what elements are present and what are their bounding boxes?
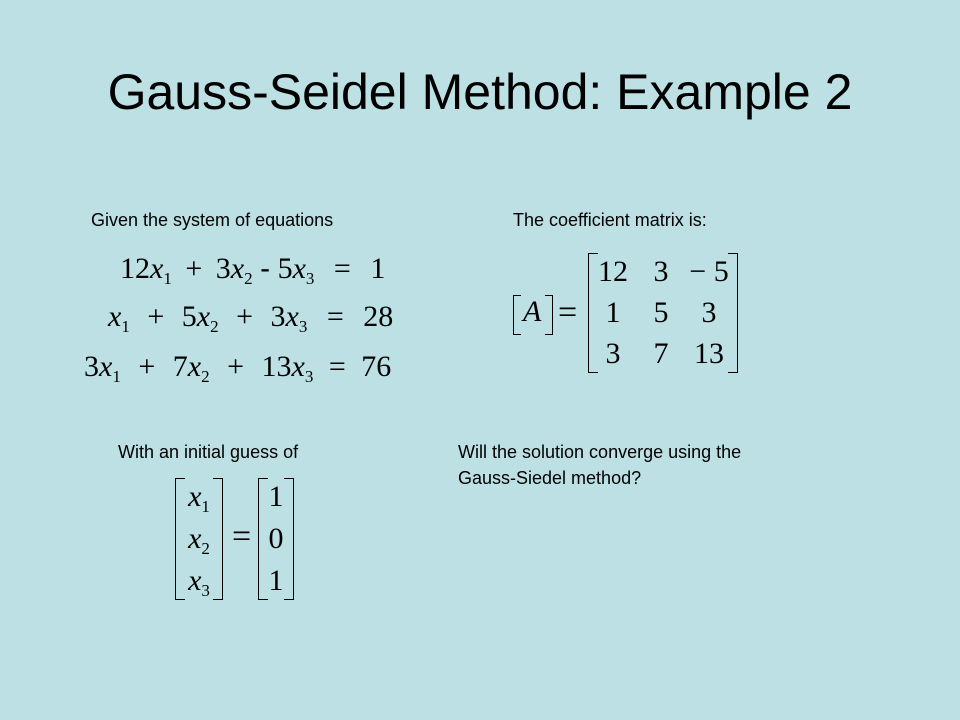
eq2-sub-1: 1 xyxy=(121,317,130,336)
eq1-sub-3: 3 xyxy=(305,269,315,288)
coefficient-matrix xyxy=(588,253,738,373)
eq3-equals: = xyxy=(328,350,346,383)
matrix-cell-3-1: 3 xyxy=(605,337,621,370)
slide-title: Gauss-Seidel Method: Example 2 xyxy=(107,64,853,120)
eq3-op-2: + xyxy=(227,350,244,383)
eq1-var-2: x xyxy=(230,252,245,285)
eq2-sub-2: 2 xyxy=(210,317,219,336)
vector-var-2-letter: x xyxy=(188,522,202,555)
vector-var-3-sub: 3 xyxy=(201,581,210,600)
matrix-a-symbol: A xyxy=(523,295,542,328)
guess-equals: = xyxy=(232,518,252,555)
eq3-coef-3: 13 xyxy=(261,350,292,383)
initial-guess-label: With an initial guess of xyxy=(118,442,299,462)
variable-vector xyxy=(175,478,223,600)
vector-var-2 xyxy=(179,522,219,556)
eq3-var-1: x xyxy=(99,350,113,383)
guess-value-2: 0 xyxy=(268,522,284,555)
matrix-cell-3-2: 7 xyxy=(653,337,669,370)
matrix-cell-2-1: 1 xyxy=(605,296,621,329)
given-label: Given the system of equations xyxy=(91,210,334,230)
vector-var-1-sub: 1 xyxy=(201,497,210,516)
eq1-sub-2: 2 xyxy=(244,269,253,288)
eq3-sub-1: 1 xyxy=(112,367,121,386)
eq1-coef-1: 12 xyxy=(120,252,150,285)
eq3-var-3: x xyxy=(291,350,305,383)
eq2-var-2: x xyxy=(196,300,211,333)
eq1-var-3: x xyxy=(292,252,306,285)
initial-guess-vector xyxy=(258,478,294,600)
matrix-cell-3-3: 13 xyxy=(694,337,724,370)
equation-2 xyxy=(108,300,393,334)
eq2-coef-3: 3 xyxy=(270,300,286,333)
eq2-sub-3: 3 xyxy=(298,317,308,336)
eq3-var-2: x xyxy=(187,350,202,383)
equation-3 xyxy=(84,350,391,384)
matrix-cell-2-2: 5 xyxy=(653,296,669,329)
coefficient-label: The coefficient matrix is: xyxy=(513,210,707,230)
eq1-rhs: 1 xyxy=(370,252,386,285)
matrix-cell-1-1: 12 xyxy=(598,255,628,288)
eq2-coef-2: 5 xyxy=(181,300,197,333)
guess-value-1: 1 xyxy=(268,480,284,513)
eq2-var-1: x xyxy=(108,300,122,333)
eq3-rhs: 76 xyxy=(361,350,392,383)
vector-var-2-sub: 2 xyxy=(201,539,210,558)
matrix-cell-1-3: − 5 xyxy=(689,255,729,288)
matrix-a-name xyxy=(513,295,553,335)
eq1-op-2: - xyxy=(260,252,271,285)
vector-var-3-letter: x xyxy=(188,564,202,597)
eq2-var-3: x xyxy=(285,300,299,333)
eq1-coef-3: 5 xyxy=(277,252,293,285)
eq1-equals: = xyxy=(333,252,351,285)
eq1-op-1: + xyxy=(185,252,203,285)
eq3-sub-3: 3 xyxy=(304,367,314,386)
eq1-sub-1: 1 xyxy=(163,269,172,288)
eq1-coef-2: 3 xyxy=(215,252,231,285)
question-line-2: Gauss-Siedel method? xyxy=(458,468,642,488)
matrix-equals: = xyxy=(558,294,578,331)
equation-1 xyxy=(120,252,385,286)
vector-var-1-letter: x xyxy=(188,480,202,513)
eq1-var-1: x xyxy=(150,252,164,285)
eq2-op-2: + xyxy=(236,300,253,333)
eq2-op-1: + xyxy=(147,300,165,333)
matrix-cell-2-3: 3 xyxy=(701,296,717,329)
vector-var-3 xyxy=(179,564,219,598)
matrix-a-name-right-bracket xyxy=(545,295,553,335)
eq2-rhs: 28 xyxy=(363,300,394,333)
question-line-1: Will the solution converge using the xyxy=(458,442,742,462)
eq3-coef-2: 7 xyxy=(172,350,188,383)
matrix-a-name-left-bracket xyxy=(513,295,521,335)
matrix-cell-1-2: 3 xyxy=(653,255,669,288)
eq3-sub-2: 2 xyxy=(201,367,210,386)
vector-var-1 xyxy=(179,480,219,514)
eq3-op-1: + xyxy=(138,350,156,383)
guess-value-3: 1 xyxy=(268,564,284,597)
eq3-coef-1: 3 xyxy=(84,350,99,383)
eq2-equals: = xyxy=(326,300,344,333)
